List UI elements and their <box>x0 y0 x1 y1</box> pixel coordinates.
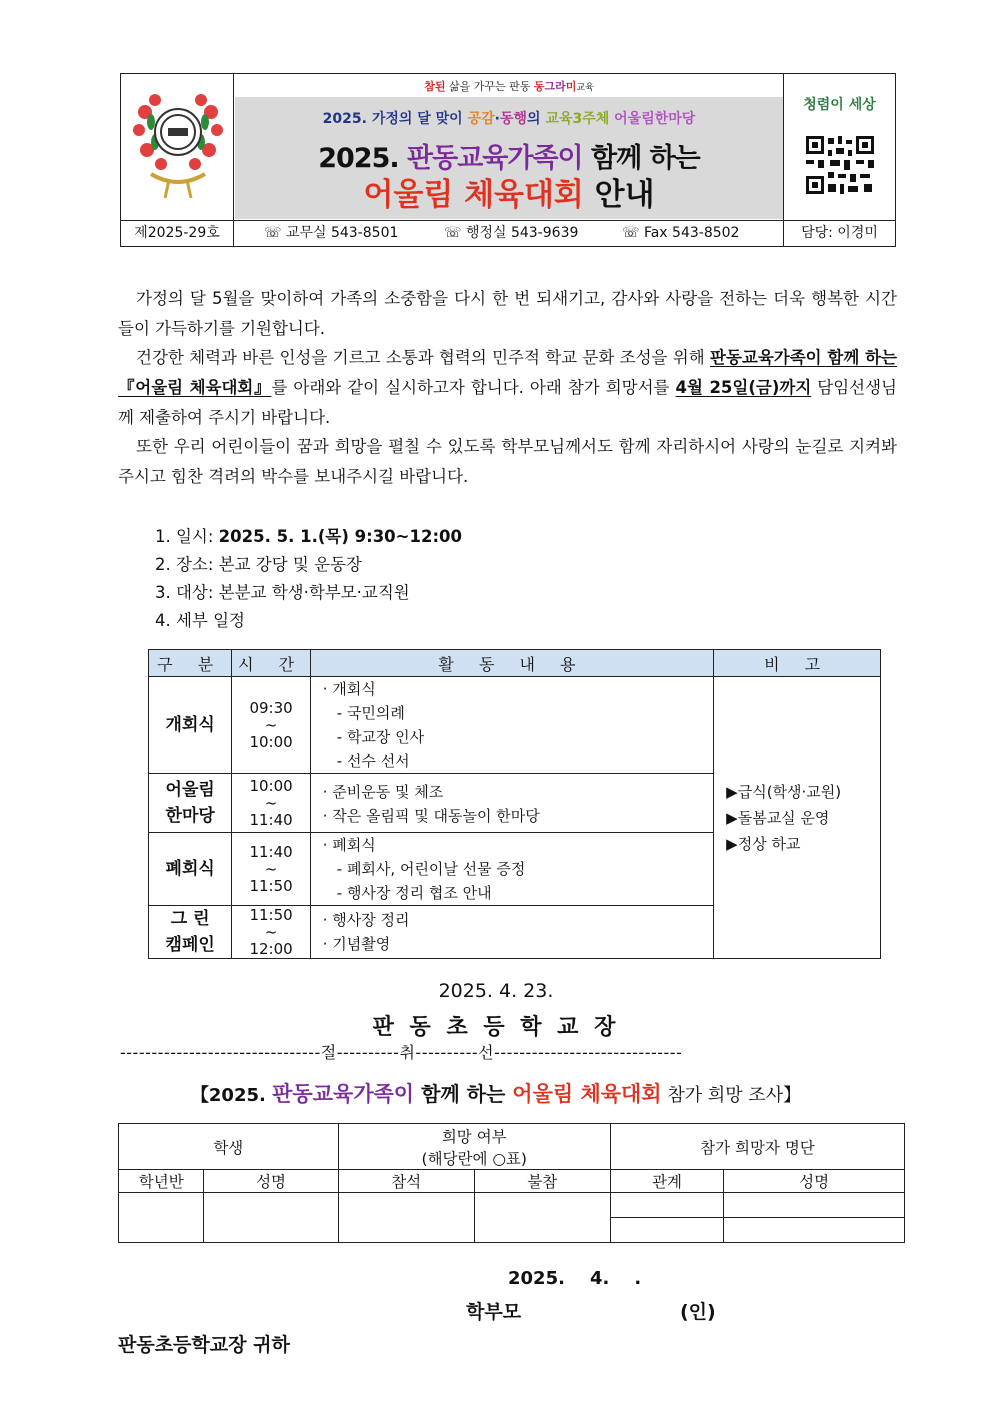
row-activities: · 폐회식 - 폐회사, 어린이날 선물 증정 - 행사장 정리 협조 안내 <box>310 833 713 906</box>
input-participant-1[interactable] <box>724 1193 905 1218</box>
survey-col-participant-name: 성명 <box>724 1170 905 1193</box>
issue-date: 2025. 4. 23. <box>438 980 554 1002</box>
school-slogan: 참된 삶을 가꾸는 판동 동그라미교육 <box>424 80 594 93</box>
input-class[interactable] <box>119 1193 204 1243</box>
paragraph-2: 건강한 체력과 바른 인성을 기르고 소통과 협력의 민주적 학교 문화 조성을 위해 판동교육가족이 함께 하는『어울림 체육대회』를 아래와 같이 실시하고자 합니다. 아래 참가 희망서를 4월 25일(금)까지 담임선생님께 제출하여 주시기 바랍니다. <box>118 348 897 427</box>
qr-code-icon <box>804 134 876 196</box>
school-logo-cell <box>121 74 234 220</box>
schedule-table <box>148 649 881 959</box>
school-emblem-icon <box>121 74 234 220</box>
item-schedule: 4. 세부 일정 <box>155 611 245 630</box>
row-activities: · 개회식 - 국민의례 - 학교장 인사 - 선수 선서 <box>310 677 713 774</box>
row-category: 어울림 한마당 <box>149 774 232 833</box>
schedule-notes: ▶급식(학생·교원) ▶돌봄교실 운영 ▶정상 하교 <box>714 677 881 959</box>
row-time: 11:40 ~ 11:50 <box>232 833 310 906</box>
addressee: 판동초등학교장 귀하 <box>118 1334 290 1356</box>
contact-admin: ☏ 행정실 543-9639 <box>444 225 579 241</box>
seal-mark: (인) <box>680 1301 716 1323</box>
header-center <box>234 74 784 220</box>
survey-header-student: 학생 <box>119 1124 339 1170</box>
main-title-line1: 2025. 판동교육가족이 함께 하는 <box>318 143 700 174</box>
header-activity: 활 동 내 용 <box>310 650 713 677</box>
banner-subtitle: 2025. 가정의 달 맞이 공감·동행의 교육3주체 어울림한마당 <box>322 111 696 127</box>
title-banner <box>235 97 783 219</box>
document-header <box>120 73 896 247</box>
input-attend[interactable] <box>338 1193 474 1243</box>
input-absent[interactable] <box>474 1193 610 1243</box>
row-activities: · 행사장 정리 · 기념촬영 <box>310 906 713 959</box>
manager: 담당: 이경미 <box>801 225 878 241</box>
cut-line: --------------------------------절----------취----------선------------------------------ <box>120 1043 683 1062</box>
contacts <box>234 221 784 247</box>
survey-col-absent: 불참 <box>474 1170 610 1193</box>
contact-office: ☏ 교무실 543-8501 <box>264 225 399 241</box>
input-relation-1[interactable] <box>610 1193 723 1218</box>
survey-table <box>118 1123 905 1243</box>
survey-col-attend: 참석 <box>338 1170 474 1193</box>
row-category: 그 린 캠페인 <box>149 906 232 959</box>
input-participant-2[interactable] <box>724 1218 905 1243</box>
issue-number: 제2025-29호 <box>121 221 234 247</box>
row-activities: · 준비운동 및 체조 · 작은 올림픽 및 대동놀이 한마당 <box>310 774 713 833</box>
principal-name: 판 동 초 등 학 교 장 <box>372 1015 620 1040</box>
main-title-line2: 어울림 체육대회 안내 <box>363 177 655 213</box>
integrity-label: 청렴이 세상 <box>803 97 876 113</box>
contact-fax: ☏ Fax 543-8502 <box>622 225 740 241</box>
row-category: 개회식 <box>149 677 232 774</box>
row-category: 폐회식 <box>149 833 232 906</box>
header-time: 시 간 <box>232 650 310 677</box>
survey-col-name: 성명 <box>204 1170 338 1193</box>
table-row <box>149 677 881 774</box>
parent-label: 학부모 <box>466 1301 522 1323</box>
input-relation-2[interactable] <box>610 1218 723 1243</box>
item-date: 1. 일시: 2025. 5. 1.(목) 9:30~12:00 <box>155 527 463 546</box>
input-student-name[interactable] <box>204 1193 338 1243</box>
header-note: 비 고 <box>714 650 881 677</box>
schedule-header-row <box>149 650 881 677</box>
header-category: 구 분 <box>149 650 232 677</box>
survey-title: 【2025. 판동교육가족이 함께 하는 어울림 체육대회 참가 희망 조사】 <box>190 1082 802 1106</box>
item-place: 2. 장소: 본교 강당 및 운동장 <box>155 555 362 574</box>
paragraph-3: 또한 우리 어린이들이 꿈과 희망을 펼칠 수 있도록 학부모님께서도 함께 자리하시어 사랑의 눈길로 지켜봐 주시고 힘찬 격려의 박수를 보내주시길 바랍니다. <box>118 437 897 486</box>
survey-col-relation: 관계 <box>610 1170 723 1193</box>
header-right <box>784 74 895 220</box>
item-target: 3. 대상: 본분교 학생·학부모·교직원 <box>155 583 410 602</box>
survey-header-hope: 희망 여부 (해당란에 ○표) <box>338 1124 610 1170</box>
row-time: 11:50 ~ 12:00 <box>232 906 310 959</box>
sign-date: 2025. 4. . <box>508 1268 642 1289</box>
paragraph-1: 가정의 달 5월을 맞이하여 가족의 소중함을 다시 한 번 되새기고, 감사와 사랑을 전하는 더욱 행복한 시간들이 가득하기를 기원합니다. <box>118 289 897 338</box>
header-contact-row <box>121 220 895 246</box>
survey-col-class: 학년반 <box>119 1170 204 1193</box>
survey-header-list: 참가 희망자 명단 <box>610 1124 904 1170</box>
row-time: 09:30 ~ 10:00 <box>232 677 310 774</box>
row-time: 10:00 ~ 11:40 <box>232 774 310 833</box>
